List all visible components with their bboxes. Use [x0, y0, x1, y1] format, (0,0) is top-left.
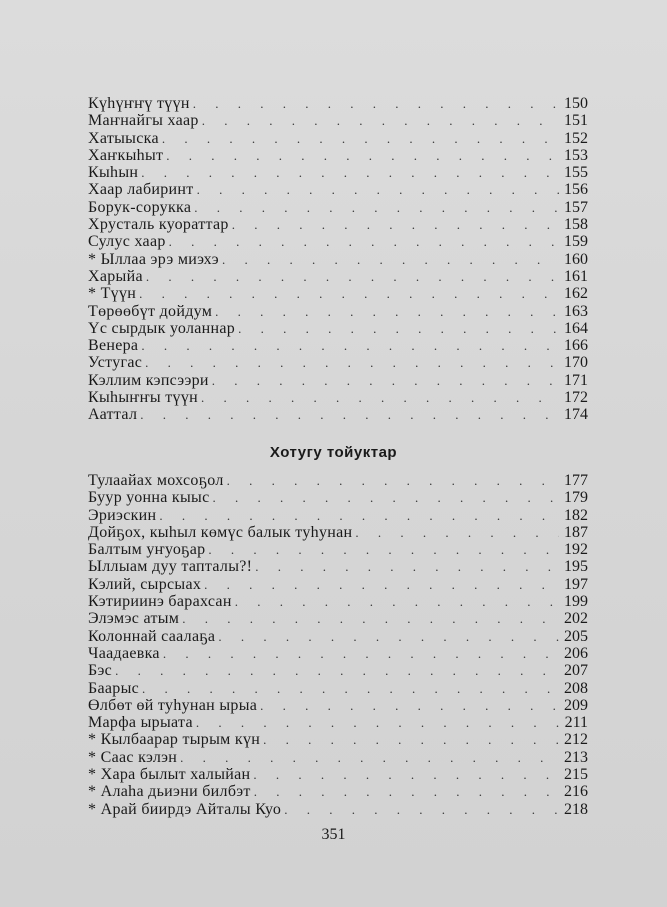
- toc-entry-title: Бэс: [88, 662, 113, 680]
- toc-entry: [88, 610, 588, 627]
- dot-leader: [139, 285, 559, 302]
- toc-entry: [88, 662, 588, 679]
- toc-entry-title: Элэмэс атым: [88, 610, 180, 628]
- toc-entry-title: Кэтириинэ барахсан: [88, 593, 232, 611]
- toc-entry-page: 166: [564, 337, 588, 355]
- dot-leader: [146, 268, 559, 285]
- toc-entry: [88, 337, 588, 354]
- dot-leader: [215, 303, 559, 320]
- toc-section-one: [88, 95, 588, 424]
- toc-entry-page: 150: [564, 95, 588, 112]
- toc-entry-page: 174: [564, 406, 588, 424]
- toc-entry: [88, 593, 588, 610]
- toc-entry-title: * Саас кэлэн: [88, 748, 178, 766]
- toc-entry-page: 205: [564, 627, 588, 645]
- dot-leader: [284, 801, 559, 818]
- toc-entry: [88, 285, 588, 302]
- toc-entry: [88, 766, 588, 783]
- dot-leader: [159, 507, 559, 524]
- toc-entry-page: 202: [564, 610, 588, 628]
- toc-entry-title: Төрөөбүт дойдум: [88, 302, 213, 320]
- toc-entry-title: Күһүҥҥү түүн: [88, 95, 190, 112]
- toc-entry-title: Хаар лабиринт: [88, 181, 194, 199]
- toc-entry: [88, 576, 588, 593]
- toc-entry: [88, 112, 588, 129]
- dot-leader: [141, 164, 559, 181]
- toc-entry-page: 158: [564, 216, 588, 234]
- dot-leader: [255, 558, 559, 575]
- toc-entry-title: Харыйа: [88, 267, 143, 285]
- toc-entry: [88, 541, 588, 558]
- toc-entry: [88, 147, 588, 164]
- dot-leader: [163, 645, 559, 662]
- toc-entry: [88, 320, 588, 337]
- toc-entry-title: Ааттал: [88, 406, 138, 424]
- dot-leader: [222, 251, 559, 268]
- toc-entry-page: 179: [564, 489, 588, 507]
- dot-leader: [208, 541, 559, 558]
- toc-entry-title: Ыллыам дуу тапталы?!: [88, 558, 253, 576]
- toc-entry-page: 195: [564, 558, 588, 576]
- toc-entry-page: 199: [564, 593, 588, 611]
- toc-entry-title: Венера: [88, 337, 139, 355]
- dot-leader: [162, 130, 559, 147]
- dot-leader: [142, 680, 559, 697]
- toc-entry-page: 171: [564, 371, 588, 389]
- toc-entry-page: 155: [564, 164, 588, 182]
- dot-leader: [145, 354, 559, 371]
- toc-entry-title: Кэлий, сырсыах: [88, 575, 202, 593]
- toc-entry-title: * Түүн: [88, 285, 137, 303]
- toc-entry-page: 170: [564, 354, 588, 372]
- dot-leader: [204, 576, 559, 593]
- dot-leader: [355, 524, 559, 541]
- toc-entry-page: 161: [564, 267, 588, 285]
- toc-entry-title: Марфа ырыата: [88, 714, 193, 732]
- toc-entry: [88, 389, 588, 406]
- toc-entry-title: Сулус хаар: [88, 233, 166, 251]
- toc-entry-page: 209: [564, 696, 588, 714]
- toc-entry-title: Кыһын: [88, 164, 139, 182]
- toc-entry-page: 218: [564, 800, 588, 818]
- toc-entry: [88, 801, 588, 818]
- toc-entry: [88, 199, 588, 216]
- toc-entry: [88, 95, 588, 112]
- toc-entry-page: 159: [564, 233, 588, 251]
- dot-leader: [197, 181, 559, 198]
- toc-entry-title: Балтым уҥуоҕар: [88, 541, 206, 559]
- dot-leader: [201, 389, 559, 406]
- toc-entry: [88, 233, 588, 250]
- toc-entry: [88, 164, 588, 181]
- dot-leader: [263, 731, 559, 748]
- toc-entry-title: Буур уонна кыыс: [88, 489, 210, 507]
- dot-leader: [180, 749, 559, 766]
- toc-entry-page: 197: [564, 575, 588, 593]
- toc-entry-page: 163: [564, 302, 588, 320]
- toc-entry: [88, 783, 588, 800]
- toc-entry: [88, 489, 588, 506]
- toc-entry-page: 153: [564, 146, 588, 164]
- toc-entry: [88, 524, 588, 541]
- toc-entry-page: 162: [564, 285, 588, 303]
- toc-entry: [88, 680, 588, 697]
- toc-entry: [88, 268, 588, 285]
- toc-entry: [88, 303, 588, 320]
- toc-entry-title: * Ыллаа эрэ миэхэ: [88, 250, 219, 268]
- section-heading: Хотугу тойуктар: [269, 444, 398, 461]
- dot-leader: [196, 714, 559, 731]
- toc-entry-page: 160: [564, 250, 588, 268]
- toc-entry-title: * Кылбаарар тырым күн: [88, 731, 261, 749]
- page-number: 351: [321, 826, 346, 843]
- toc-entry-title: Өлбөт өй туһунан ырыа: [88, 696, 258, 714]
- toc-entry-page: 164: [564, 319, 588, 337]
- dot-leader: [254, 783, 559, 800]
- toc-entry-title: Хатыыска: [88, 129, 159, 147]
- toc-entry-title: * Хара былыт халыйан: [88, 766, 251, 784]
- toc-entry: [88, 645, 588, 662]
- toc-entry-page: 211: [564, 714, 588, 732]
- toc-entry: [88, 354, 588, 371]
- toc-entry-title: Үс сырдык уоланнар: [88, 319, 236, 337]
- toc-entry-page: 177: [564, 472, 588, 489]
- toc-entry-page: 215: [564, 766, 588, 784]
- toc-entry-page: 151: [564, 112, 588, 130]
- dot-leader: [202, 112, 559, 129]
- toc-entry-title: Баарыс: [88, 679, 140, 697]
- toc-entry-title: Маҥнайгы хаар: [88, 112, 199, 130]
- toc-entry-title: Кэллим кэпсээри: [88, 371, 209, 389]
- toc-entry-title: * Алаһа дьиэни билбэт: [88, 783, 251, 801]
- toc-entry-page: 157: [564, 198, 588, 216]
- toc-entry-page: 156: [564, 181, 588, 199]
- dot-leader: [227, 472, 559, 489]
- toc-entry-title: Тулаайах мохсоҕол: [88, 472, 224, 489]
- toc-entry: [88, 507, 588, 524]
- toc-entry-page: 216: [564, 783, 588, 801]
- toc-entry: [88, 251, 588, 268]
- toc-entry: [88, 181, 588, 198]
- dot-leader: [141, 337, 559, 354]
- toc-entry-title: * Арай биирдэ Айталы Куо: [88, 800, 282, 818]
- toc-entry-title: Борук-сорукка: [88, 198, 192, 216]
- toc-entry-page: 187: [564, 523, 588, 541]
- toc-entry: [88, 472, 588, 489]
- toc-entry: [88, 697, 588, 714]
- dot-leader: [140, 406, 559, 423]
- toc-entry-page: 192: [564, 541, 588, 559]
- toc-entry-page: 208: [564, 679, 588, 697]
- toc-entry-title: Дойҕох, кыһыл көмүс балык туһунан: [88, 523, 353, 541]
- toc-entry: [88, 558, 588, 575]
- toc-entry-title: Хрусталь куораттар: [88, 216, 229, 234]
- toc-entry: [88, 406, 588, 423]
- dot-leader: [238, 320, 559, 337]
- toc-entry-page: 213: [564, 748, 588, 766]
- toc-entry-title: Кыһыҥҥы түүн: [88, 389, 199, 407]
- toc-entry: [88, 130, 588, 147]
- toc-entry: [88, 714, 588, 731]
- dot-leader: [235, 593, 559, 610]
- toc-entry: [88, 628, 588, 645]
- dot-leader: [169, 233, 559, 250]
- dot-leader: [115, 662, 559, 679]
- toc-entry-title: Хаҥкыһыт: [88, 146, 164, 164]
- dot-leader: [194, 199, 559, 216]
- dot-leader: [182, 610, 559, 627]
- toc-entry-title: Эриэскин: [88, 506, 157, 524]
- toc-entry: [88, 372, 588, 389]
- toc-entry-page: 207: [564, 662, 588, 680]
- dot-leader: [193, 95, 559, 112]
- toc-entry-page: 206: [564, 644, 588, 662]
- dot-leader: [260, 697, 559, 714]
- dot-leader: [232, 216, 559, 233]
- toc-entry-page: 152: [564, 129, 588, 147]
- dot-leader: [253, 766, 559, 783]
- toc-entry: [88, 216, 588, 233]
- toc-entry: [88, 731, 588, 748]
- dot-leader: [213, 489, 560, 506]
- toc-entry: [88, 749, 588, 766]
- toc-entry-page: 212: [564, 731, 588, 749]
- dot-leader: [212, 372, 559, 389]
- toc-entry-page: 182: [564, 506, 588, 524]
- dot-leader: [166, 147, 559, 164]
- dot-leader: [218, 628, 559, 645]
- toc-entry-title: Чаадаевка: [88, 644, 160, 662]
- toc-entry-page: 172: [564, 389, 588, 407]
- toc-section-two: [88, 472, 588, 818]
- toc-entry-title: Колоннай саалаҕа: [88, 627, 216, 645]
- toc-entry-title: Устугас: [88, 354, 143, 372]
